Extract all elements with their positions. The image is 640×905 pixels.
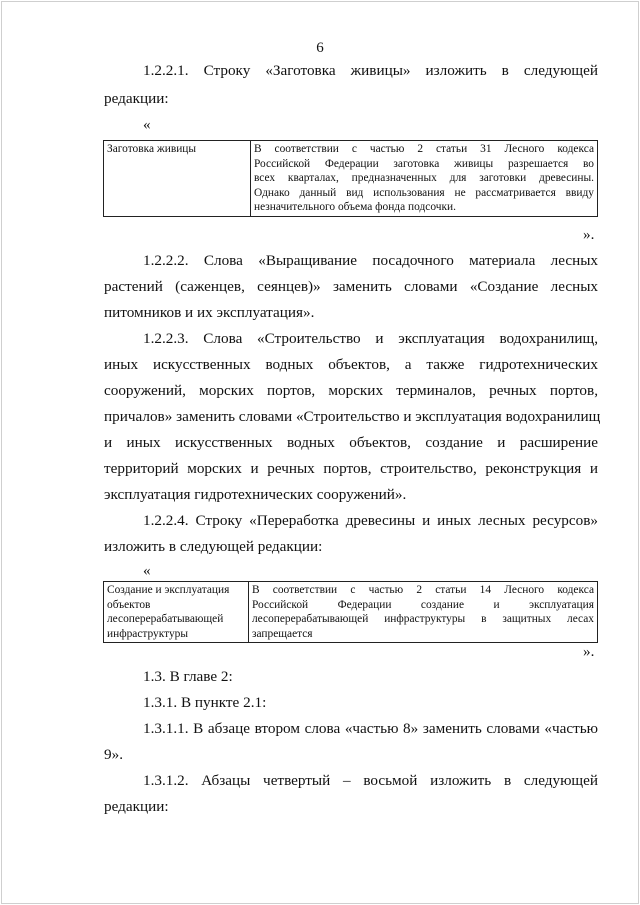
table-1 bbox=[103, 140, 598, 217]
quote-close-1: ». bbox=[583, 226, 595, 243]
table-1-right-line: всех кварталах, предназначенных для заготовки древесины. bbox=[254, 172, 594, 185]
quote-close-2: ». bbox=[583, 643, 595, 660]
table-2-right-cell bbox=[249, 582, 598, 643]
paragraph-3-line-3: сооружений, морских портов, морских терминалов, речных портов, bbox=[104, 382, 598, 399]
table-2 bbox=[103, 581, 598, 643]
paragraph-8-line-1: 1.3.1.2. Абзацы четвертый – восьмой изложить в следующей bbox=[143, 772, 598, 789]
paragraph-7-line-2: 9». bbox=[104, 746, 123, 763]
paragraph-1-line-2: редакции: bbox=[104, 90, 169, 107]
paragraph-2-line-2: растений (саженцев, сеянцев)» заменить словами «Создание лесных bbox=[104, 278, 598, 295]
table-1-left-cell bbox=[104, 141, 251, 217]
table-1-right-line: незначительного объема фонда подсочки. bbox=[254, 201, 456, 214]
table-1-right-line: Российской Федерации заготовка живицы разрешается во bbox=[254, 157, 594, 170]
table-1-right-cell bbox=[251, 141, 598, 217]
paragraph-6: 1.3.1. В пункте 2.1: bbox=[143, 694, 267, 711]
paragraph-3-line-2: иных искусственных водных объектов, а также гидротехнических bbox=[104, 356, 598, 373]
paragraph-3-line-7: эксплуатация гидротехнических сооружений». bbox=[104, 486, 407, 503]
table-2-left-line: Создание и эксплуатация bbox=[107, 584, 230, 596]
table-2-right-line: Российской Федерации создание и эксплуатация bbox=[252, 598, 594, 611]
page-number: 6 bbox=[316, 40, 324, 56]
paragraph-8-line-2: редакции: bbox=[104, 798, 169, 815]
table-2-left-line: инфраструктуры bbox=[107, 627, 188, 640]
table-2-left-line: лесоперерабатывающей bbox=[107, 613, 224, 625]
paragraph-3-line-5: и иных искусственных водных объектов, создание и расширение bbox=[104, 434, 598, 451]
paragraph-2-line-3: питомников и их эксплуатация». bbox=[104, 304, 315, 321]
table-2-right-line: запрещается bbox=[252, 627, 313, 640]
paragraph-1-line-1: 1.2.2.1. Строку «Заготовка живицы» изложить в следующей bbox=[143, 62, 598, 79]
paragraph-2-line-1: 1.2.2.2. Слова «Выращивание посадочного материала лесных bbox=[143, 252, 598, 269]
paragraph-3-line-1: 1.2.2.3. Слова «Строительство и эксплуатация водохранилищ, bbox=[143, 330, 598, 347]
table-2-right-line: В соответствии с частью 2 статьи 14 Лесного кодекса bbox=[252, 584, 594, 596]
quote-open-1: « bbox=[143, 116, 151, 133]
quote-open-2: « bbox=[143, 562, 151, 579]
paragraph-3-line-6: территорий морских и речных портов, строительство, реконструкция и bbox=[104, 460, 598, 477]
table-1-row bbox=[104, 141, 598, 217]
table-1-right-line: Однако данный вид использования не рассматривается ввиду bbox=[254, 186, 594, 199]
table-2-row bbox=[104, 582, 598, 643]
paragraph-3-line-4: причалов» заменить словами «Строительство и эксплуатация водохранилищ bbox=[104, 408, 601, 425]
table-1-left-text: Заготовка живицы bbox=[107, 143, 197, 155]
table-1-right-line: В соответствии с частью 2 статьи 31 Лесного кодекса bbox=[254, 143, 594, 155]
paragraph-4-line-1: 1.2.2.4. Строку «Переработка древесины и иных лесных ресурсов» bbox=[143, 512, 598, 529]
page-border bbox=[1, 1, 639, 904]
table-2-left-line: объектов bbox=[107, 598, 151, 611]
paragraph-4-line-2: изложить в следующей редакции: bbox=[104, 538, 323, 555]
paragraph-5: 1.3. В главе 2: bbox=[143, 668, 233, 685]
paragraph-7-line-1: 1.3.1.1. В абзаце втором слова «частью 8» заменить словами «частью bbox=[143, 720, 598, 737]
table-2-right-line: лесоперерабатывающей инфраструктуры в защитных лесах bbox=[252, 613, 594, 625]
table-2-left-cell bbox=[104, 582, 249, 643]
